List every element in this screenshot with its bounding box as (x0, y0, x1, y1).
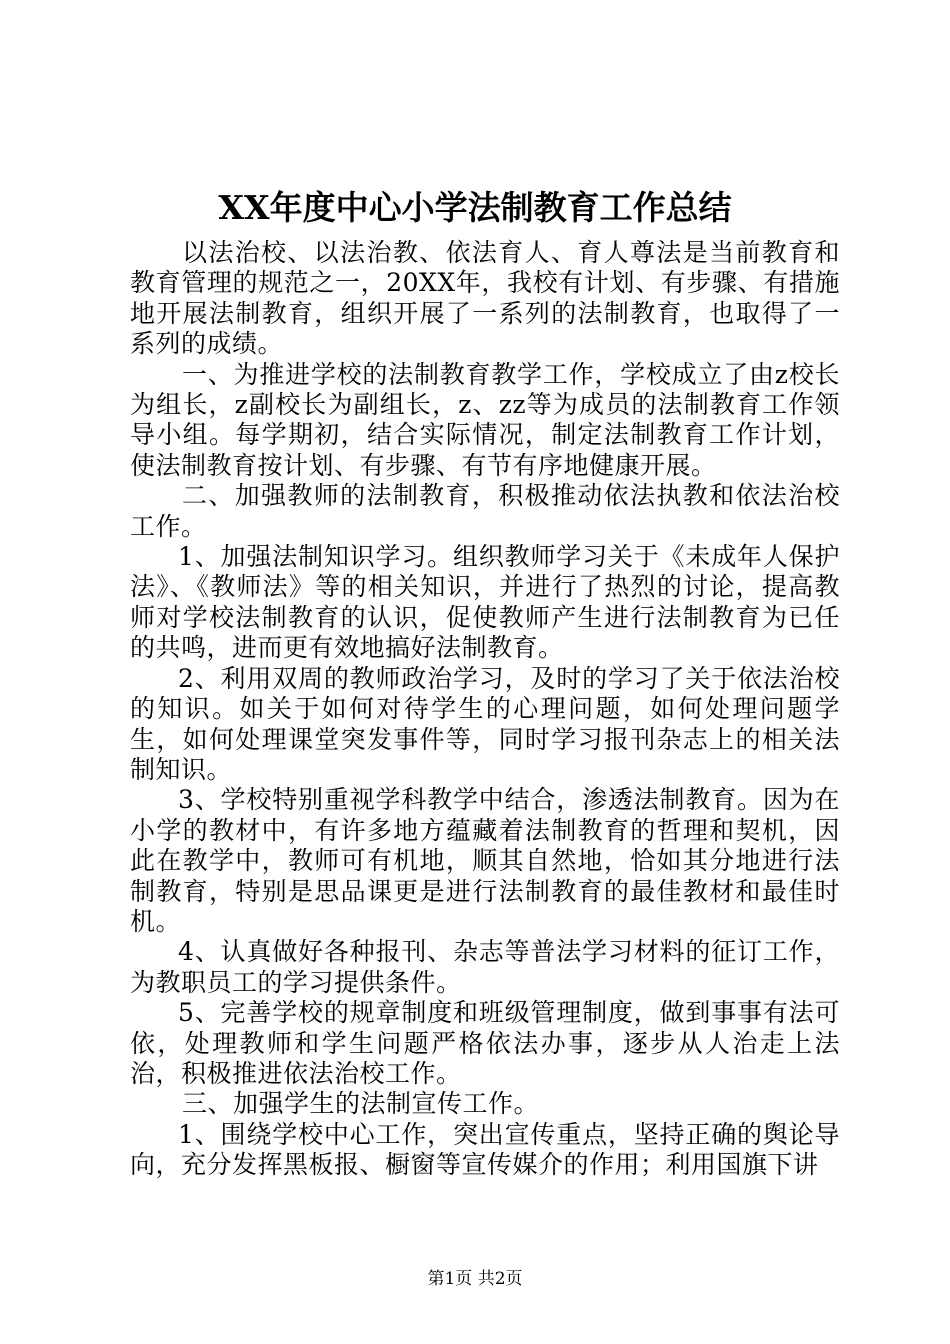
paragraph: 5、完善学校的规章制度和班级管理制度，做到事事有法可依，处理教师和学生问题严格依法办事，逐步从人治走上法治，积极推进依法治校工作。 (130, 998, 840, 1088)
paragraph: 2、利用双周的教师政治学习，及时的学习了关于依法治校的知识。如关于如何对待学生的心理问题，如何处理问题学生，如何处理课堂突发事件等，同时学习报刊杂志上的相关法制知识。 (130, 663, 840, 784)
paragraph: 一、为推进学校的法制教育教学工作，学校成立了由z校长为组长，z副校长为副组长，z、zz等为成员的法制教育工作领导小组。每学期初，结合实际情况，制定法制教育工作计划，使法制教育按计划、有步骤、有节有序地健康开展。 (130, 359, 840, 480)
document-title: XX年度中心小学法制教育工作总结 (218, 188, 732, 227)
paragraph: 二、加强教师的法制教育，积极推动依法执教和依法治校工作。 (130, 481, 840, 541)
document-body (130, 238, 840, 1181)
paragraph: 三、加强学生的法制宣传工作。 (182, 1089, 540, 1119)
paragraph: 以法治校、以法治教、依法育人、育人尊法是当前教育和教育管理的规范之一，20XX年，我校有计划、有步骤、有措施地开展法制教育，组织开展了一系列的法制教育，也取得了一系列的成绩。 (130, 238, 840, 359)
paragraph: 3、学校特别重视学科教学中结合，渗透法制教育。因为在小学的教材中，有许多地方蕴藏着法制教育的哲理和契机，因此在教学中，教师可有机地，顺其自然地，恰如其分地进行法制教育，特别是思品课更是进行法制教育的最佳教材和最佳时机。 (130, 785, 840, 936)
page-footer: 第1页 共2页 (427, 1269, 523, 1289)
paragraph: 1、加强法制知识学习。组织教师学习关于《未成年人保护法》、《教师法》等的相关知识，并进行了热烈的讨论，提高教师对学校法制教育的认识，促使教师产生进行法制教育为已任的共鸣，进而更有效地搞好法制教育。 (130, 542, 840, 663)
paragraph: 1、围绕学校中心工作，突出宣传重点，坚持正确的舆论导向，充分发挥黑板报、橱窗等宣传媒介的作用；利用国旗下讲 (130, 1119, 840, 1180)
paragraph: 4、认真做好各种报刊、杂志等普法学习材料的征订工作，为教职员工的学习提供条件。 (130, 937, 840, 997)
